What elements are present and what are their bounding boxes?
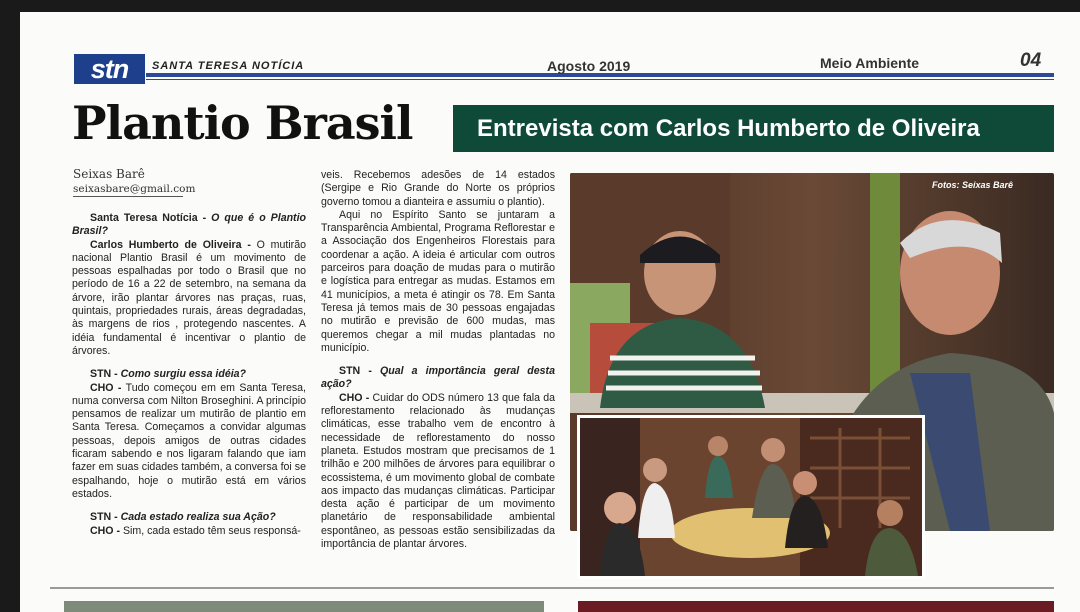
bottom-rule xyxy=(50,587,1054,589)
question-2: STN - Como surgiu essa idéia? xyxy=(90,368,247,381)
newspaper-page xyxy=(20,12,1080,612)
inset-photo xyxy=(577,415,925,579)
article-column-2 xyxy=(321,169,555,551)
byline-divider xyxy=(73,196,183,197)
byline-email[interactable]: seixasbare@gmail.com xyxy=(73,183,196,195)
section-name: Meio Ambiente xyxy=(820,55,920,71)
question-1: Santa Teresa Notícia - O que é o Plantio Brasil? xyxy=(72,212,307,238)
answer-4: CHO - Cuidar do ODS número 13 que fala da reflorestamento relacionado às mudanças climáticas, esse trabalho vem de encontro à necessidade de reflorestamento do nosso planeta. Estudos mostram que precisamos de 1 trilhão e 200 milhões de árvores para equilibrar o ecossistema, é um movimento global de combate aos impacto das mudanças climáticas. Participar desta ação é participar de um movimento planetário de responsabilidade ambiental espontâneo, as pessoas estão sensibilizadas da importância de plantar árvores. xyxy=(321,391,555,551)
question-4: STN - Qual a importância geral desta ação? xyxy=(321,365,555,391)
byline-author: Seixas Barê xyxy=(73,167,145,181)
question-3: STN - Cada estado realiza sua Ação? xyxy=(90,511,276,524)
answer-3-start: CHO - Sim, cada estado têm seus responsá- xyxy=(90,524,301,537)
answer-3-continued: veis. Recebemos adesões de 14 estados (Sergipe e Rio Grande do Norte os próprios governo tomou a dianteira e assumiu o plantio). xyxy=(321,169,555,208)
next-article-image-left xyxy=(64,601,544,612)
article-title: Plantio Brasil xyxy=(72,96,413,150)
issue-date: Agosto 2019 xyxy=(547,58,631,74)
article-subtitle: Entrevista com Carlos Humberto de Oliveira xyxy=(453,105,1054,152)
answer-1: Carlos Humberto de Oliveira - O mutirão nacional Plantio Brasil é um movimento de pessoas espalhadas por todo o Brasil que no período de 16 a 22 de setembro, na semana da árvore, irão plantar árvores nas praças, ruas, quintais, propriedades rurais, áreas degradadas, às margens de rios , protegendo nascentes. A idéia fundamental é incentivar o plantio de árvores. xyxy=(72,238,306,357)
stn-logo: stn xyxy=(74,54,145,84)
photo-credit: Fotos: Seixas Barê xyxy=(932,180,1014,190)
paragraph-espirito-santo: Aqui no Espírito Santo se juntaram a Transparência Ambiental, Programa Reflorestar e a Associação dos Engenheiros Florestais para coordenar a ação. A ideia é articular com outros parceiros para doação de mudas para o mutirão e logística para entregar as mudas. Estamos em 41 municípios, a meta é atingir os 78. Em Santa Teresa já temos mais de 30 pessoas engajadas no mutirão e previsão de 600 mudas, mas queremos chegar a mil mudas plantadas no município. xyxy=(321,208,555,354)
page-number: 04 xyxy=(1020,50,1042,71)
next-article-image-right xyxy=(578,601,1054,612)
publication-name: SANTA TERESA NOTÍCIA xyxy=(152,60,305,72)
header-rule-thin xyxy=(146,79,1054,80)
article-column-1 xyxy=(72,212,306,538)
answer-2: CHO - Tudo começou em em Santa Teresa, numa conversa com Nilton Broseghini. A princípio pensamos de realizar um mutirão de plantio em Santa Teresa. Começamos a convidar algumas pessoas, depois amigos de outras cidades ficaram sabendo e nos ligaram falando que iam fazer em suas cidades também, a conversa foi se espalhando, hoje o mutirão está em vários estados. xyxy=(72,381,307,500)
